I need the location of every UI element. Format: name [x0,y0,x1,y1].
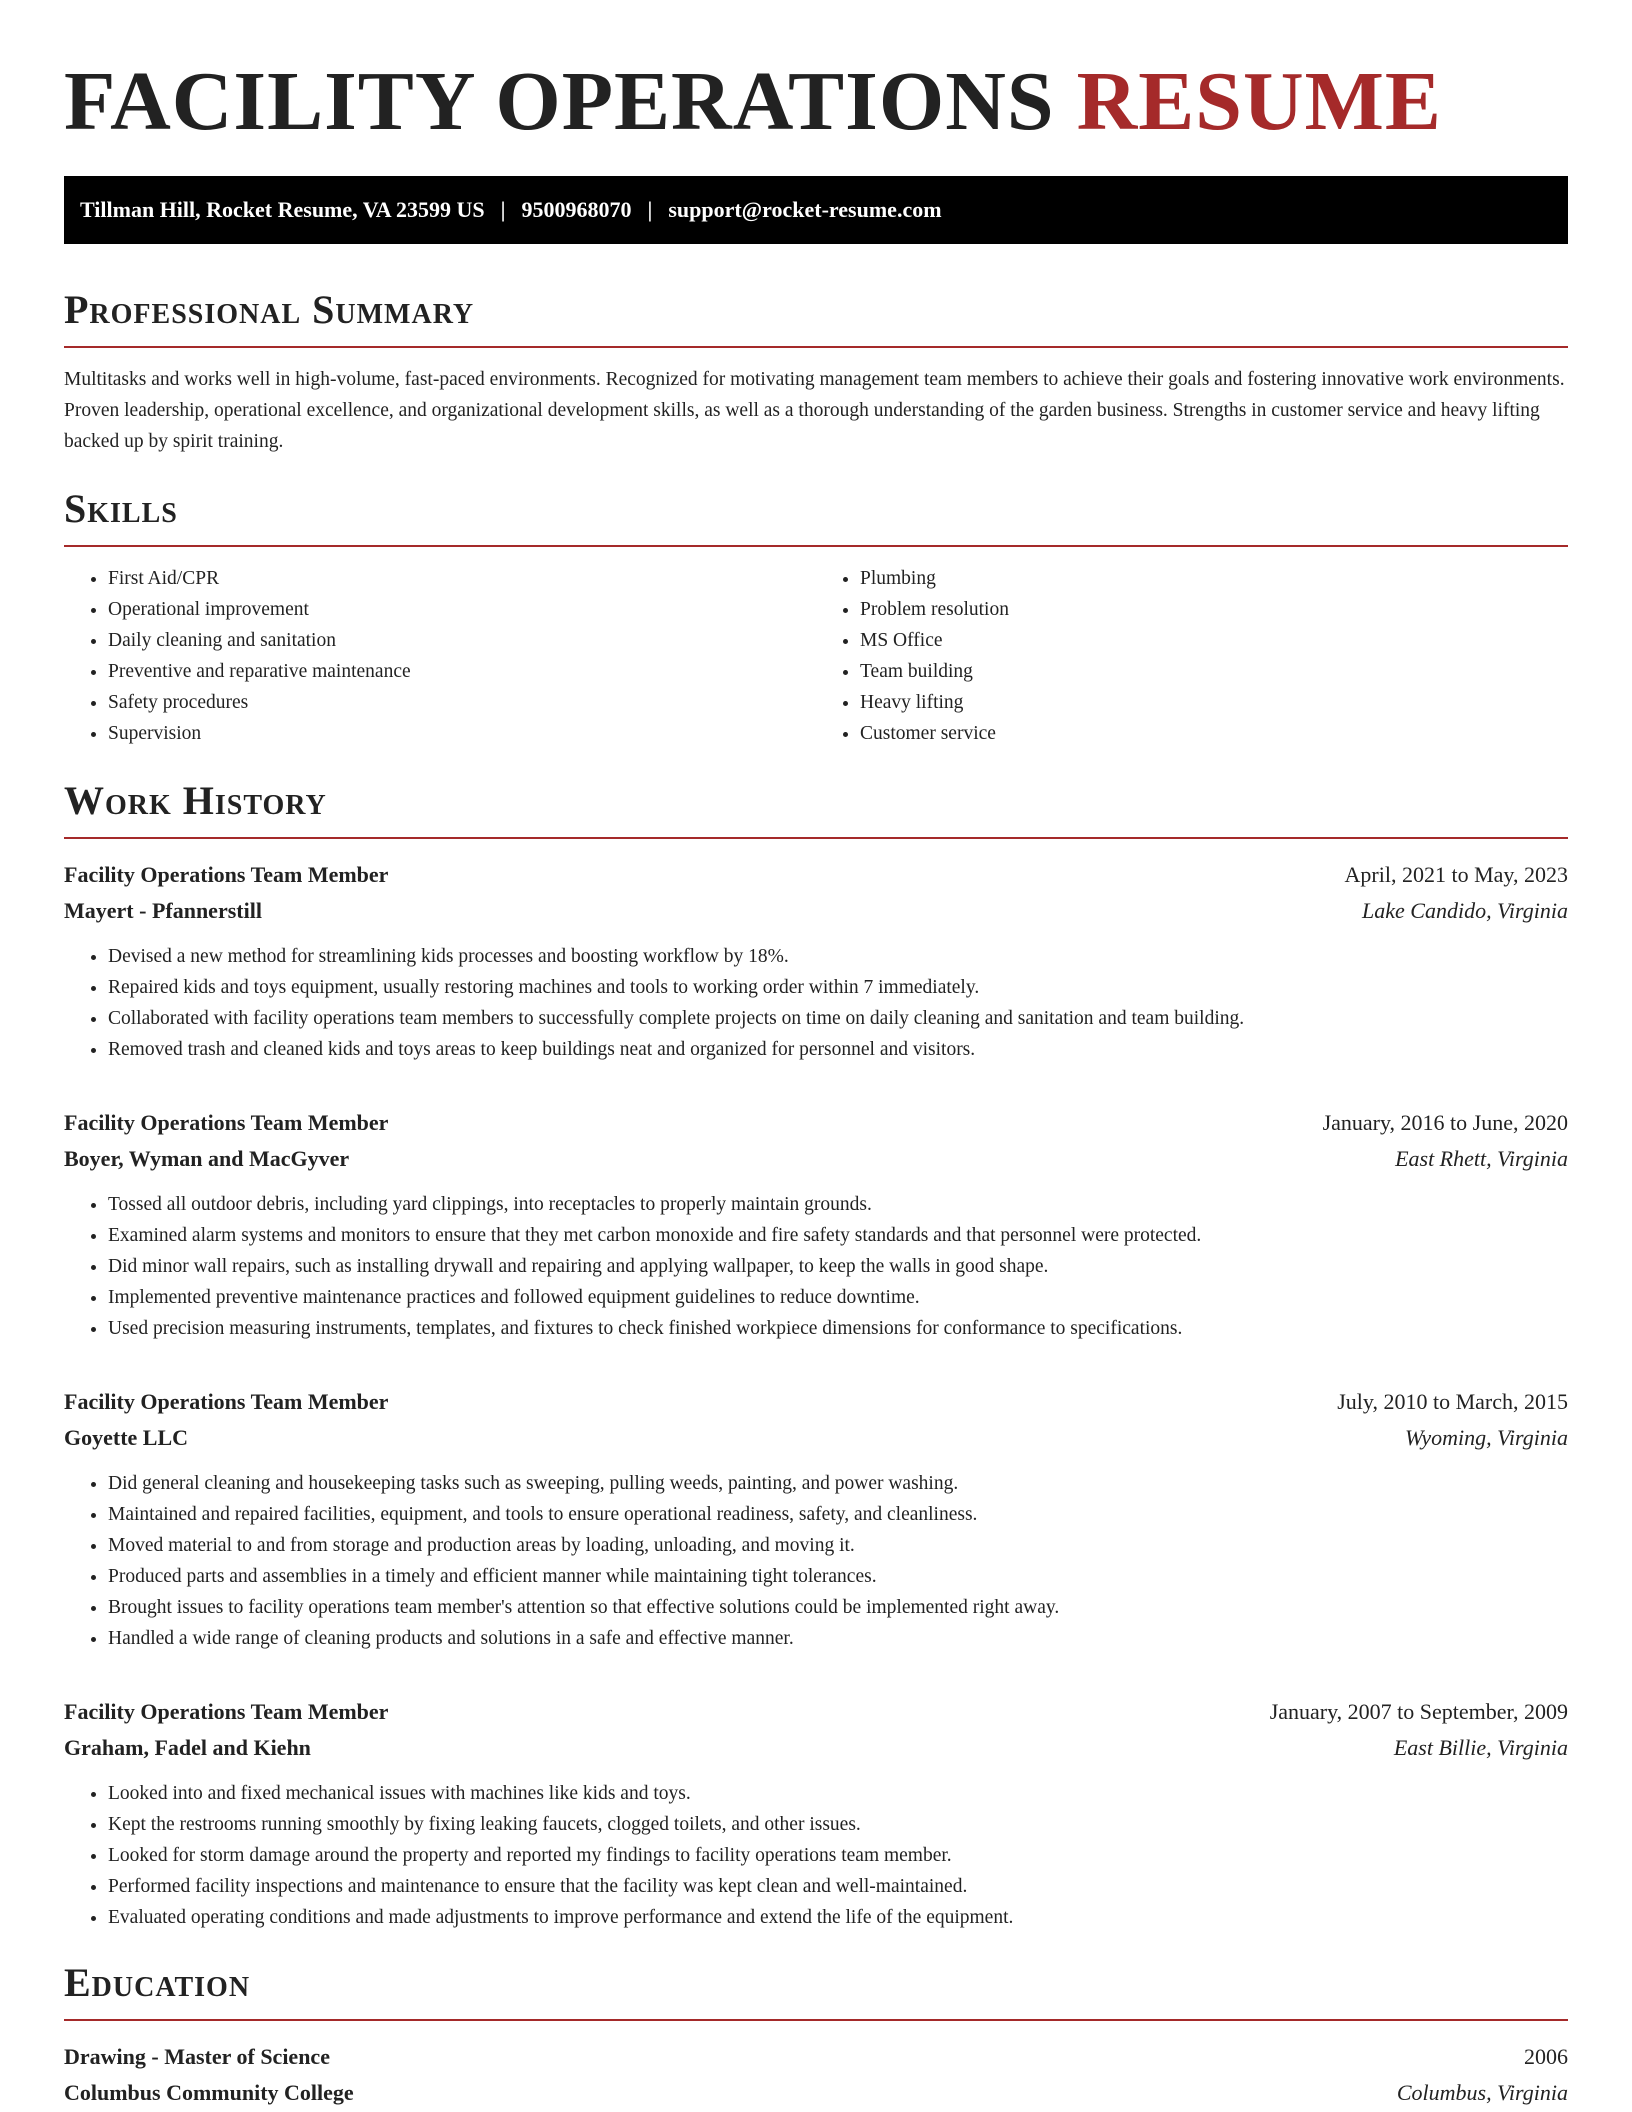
job-bullet: • Brought issues to facility operations team member's attention so that effective solutions could be implemented right away. [108,1592,1568,1623]
education-degree: Drawing - Master of Science [64,2044,330,2069]
education-location: Columbus, Virginia [1396,2080,1568,2105]
skill-item: • Safety procedures [108,687,816,718]
job-bullet: • Maintained and repaired facilities, equipment, and tools to ensure operational readiness, safety, and cleanliness. [108,1499,1568,1530]
contact-bar [64,176,1568,244]
job-location: Lake Candido, Virginia [1362,898,1568,923]
skills-list-left [64,563,816,749]
job-entry [64,1384,1568,1654]
education-school: Columbus Community College [64,2080,354,2105]
job-bullet: • Looked into and fixed mechanical issues with machines like kids and toys. [108,1778,1568,1809]
job-company-row [64,1141,1568,1177]
job-bullet: • Handled a wide range of cleaning products and solutions in a safe and effective manner. [108,1623,1568,1654]
education-degree-row [64,2039,1568,2075]
job-bullet: • Tossed all outdoor debris, including yard clippings, into receptacles to properly maintain grounds. [108,1189,1568,1220]
job-dates: April, 2021 to May, 2023 [1344,862,1568,887]
summary-heading: Professional Summary [64,286,1568,348]
job-bullet: • Kept the restrooms running smoothly by fixing leaking faucets, clogged toilets, and other issues. [108,1809,1568,1840]
summary-text: Multitasks and works well in high-volume, fast-paced environments. Recognized for motivating management team members to achieve their goals and fostering innovative work environments. Proven leadership, operational excellence, and organizational development skills, as well as a thorough understanding of the garden business. Strengths in customer service and heavy lifting backed up by spirit training. [64,369,1565,452]
skill-item: • Heavy lifting [860,687,1568,718]
job-entry [64,1105,1568,1344]
skill-item: • Team building [860,656,1568,687]
title-main: FACILITY OPERATIONS [64,55,1055,148]
job-bullet: • Implemented preventive maintenance practices and followed equipment guidelines to reduce downtime. [108,1282,1568,1313]
job-bullet: • Evaluated operating conditions and made adjustments to improve performance and extend the life of the equipment. [108,1902,1568,1933]
skill-item: • First Aid/CPR [108,563,816,594]
job-bullets [64,1778,1568,1933]
job-bullet: • Removed trash and cleaned kids and toys areas to keep buildings neat and organized for personnel and visitors. [108,1034,1568,1065]
job-header-row [64,1384,1568,1420]
contact-separator: | [647,197,653,222]
skill-item: • Plumbing [860,563,1568,594]
work-history-section [64,777,1568,1933]
job-entry [64,1694,1568,1933]
skill-item: • MS Office [860,625,1568,656]
job-title: Facility Operations Team Member [64,1389,389,1414]
skills-list-right [816,563,1568,749]
title-accent: RESUME [1076,55,1442,148]
education-year: 2006 [1524,2044,1568,2069]
job-location: Wyoming, Virginia [1405,1425,1568,1450]
job-dates: January, 2007 to September, 2009 [1269,1699,1568,1724]
job-bullet: • Did general cleaning and housekeeping tasks such as sweeping, pulling weeds, painting, and power washing. [108,1468,1568,1499]
job-bullet: • Repaired kids and toys equipment, usually restoring machines and tools to working order within 7 immediately. [108,972,1568,1003]
contact-phone: 9500968070 [521,197,632,222]
job-bullets [64,1189,1568,1344]
job-bullet: • Performed facility inspections and maintenance to ensure that the facility was kept clean and well-maintained. [108,1871,1568,1902]
job-title: Facility Operations Team Member [64,1699,389,1724]
education-heading: Education [64,1959,1568,2021]
job-location: East Rhett, Virginia [1395,1146,1568,1171]
job-company: Graham, Fadel and Kiehn [64,1735,311,1760]
education-section [64,1959,1568,2111]
skills-section [64,485,1568,749]
job-bullet: • Moved material to and from storage and production areas by loading, unloading, and moving it. [108,1530,1568,1561]
job-company: Boyer, Wyman and MacGyver [64,1146,350,1171]
job-bullet: • Examined alarm systems and monitors to ensure that they met carbon monoxide and fire safety standards and that personnel were protected. [108,1220,1568,1251]
job-header-row [64,1694,1568,1730]
job-bullet: • Used precision measuring instruments, templates, and fixtures to check finished workpiece dimensions for conformance to specifications. [108,1313,1568,1344]
skills-columns [64,563,1568,749]
job-bullet: • Produced parts and assemblies in a timely and efficient manner while maintaining tight tolerances. [108,1561,1568,1592]
job-company: Goyette LLC [64,1425,189,1450]
skill-item: • Supervision [108,718,816,749]
work-history-heading: Work History [64,777,1568,839]
skill-item: • Customer service [860,718,1568,749]
job-header-row [64,1105,1568,1141]
skill-item: • Problem resolution [860,594,1568,625]
job-bullet: • Collaborated with facility operations team members to successfully complete projects on time on daily cleaning and sanitation and team building. [108,1003,1568,1034]
job-title: Facility Operations Team Member [64,1110,389,1135]
education-entry [64,2039,1568,2111]
job-company-row [64,1730,1568,1766]
contact-email: support@rocket-resume.com [668,197,942,222]
contact-separator: | [500,197,506,222]
skill-item: • Daily cleaning and sanitation [108,625,816,656]
summary-section [64,286,1568,457]
job-title: Facility Operations Team Member [64,862,389,887]
job-company: Mayert - Pfannerstill [64,898,262,923]
job-bullets [64,1468,1568,1654]
job-bullet: • Devised a new method for streamlining kids processes and boosting workflow by 18%. [108,941,1568,972]
job-entry [64,857,1568,1065]
education-school-row [64,2075,1568,2111]
contact-address: Tillman Hill, Rocket Resume, VA 23599 US [80,197,485,222]
job-company-row [64,1420,1568,1456]
job-dates: January, 2016 to June, 2020 [1322,1110,1568,1135]
skills-heading: Skills [64,485,1568,547]
skill-item: • Preventive and reparative maintenance [108,656,816,687]
job-header-row [64,857,1568,893]
job-dates: July, 2010 to March, 2015 [1337,1389,1568,1414]
job-bullets [64,941,1568,1065]
resume-title [64,52,1568,152]
job-bullet: • Did minor wall repairs, such as installing drywall and repairing and applying wallpaper, to keep the walls in good shape. [108,1251,1568,1282]
skill-item: • Operational improvement [108,594,816,625]
job-bullet: • Looked for storm damage around the property and reported my findings to facility operations team member. [108,1840,1568,1871]
job-company-row [64,893,1568,929]
job-location: East Billie, Virginia [1393,1735,1568,1760]
